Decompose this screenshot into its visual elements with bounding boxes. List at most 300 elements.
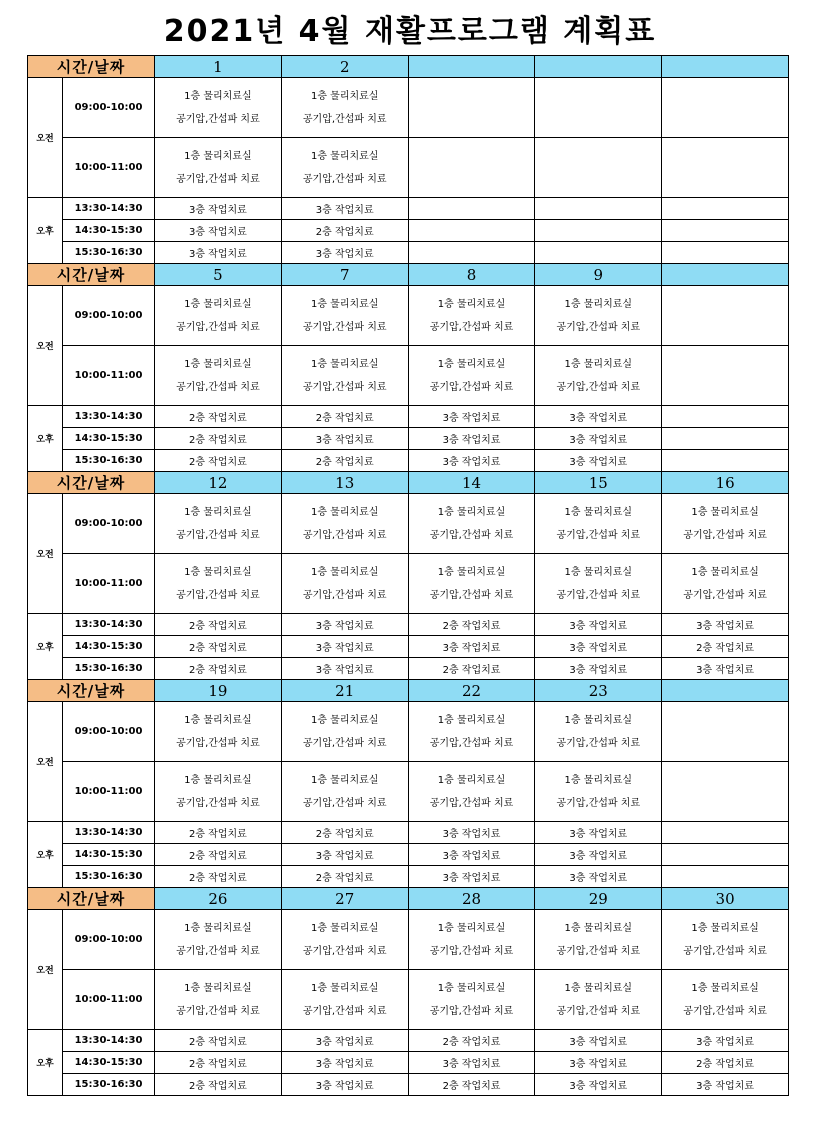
activity-cell: 3층 작업치료	[408, 844, 535, 866]
am-activity	[155, 561, 281, 607]
activity-cell	[662, 910, 789, 970]
activity-cell: 2층 작업치료	[155, 636, 282, 658]
activity-location: 1층 물리치료실	[564, 922, 633, 934]
date-cell: 21	[281, 680, 408, 702]
date-cell	[535, 56, 662, 78]
activity-location: 1층 물리치료실	[184, 982, 252, 994]
activity-cell: 2층 작업치료	[662, 636, 789, 658]
pm-row	[28, 242, 789, 264]
date-cell: 1	[155, 56, 282, 78]
activity-therapy: 공기압,간섭파 치료	[176, 945, 260, 957]
period-am-label: 오전	[28, 286, 63, 406]
activity-cell	[155, 554, 282, 614]
activity-cell: 3층 작업치료	[408, 866, 535, 888]
activity-cell: 2층 작업치료	[662, 1052, 789, 1074]
activity-cell: 3층 작업치료	[281, 636, 408, 658]
period-am-label: 오전	[28, 78, 63, 198]
activity-cell	[408, 910, 535, 970]
activity-cell	[535, 242, 662, 264]
am-activity	[282, 977, 408, 1023]
activity-cell: 2층 작업치료	[281, 866, 408, 888]
time-slot: 09:00-10:00	[63, 78, 155, 138]
activity-cell	[662, 406, 789, 428]
activity-cell	[281, 138, 408, 198]
activity-location: 1층 물리치료실	[184, 506, 252, 518]
time-slot: 15:30-16:30	[63, 450, 155, 472]
date-cell: 16	[662, 472, 789, 494]
activity-location: 1층 물리치료실	[437, 566, 506, 578]
activity-cell	[662, 494, 789, 554]
date-cell: 28	[408, 888, 535, 910]
am-activity	[282, 293, 408, 339]
am-row	[28, 554, 789, 614]
activity-cell	[408, 762, 535, 822]
activity-therapy: 공기압,간섭파 치료	[302, 945, 387, 957]
activity-therapy: 공기압,간섭파 치료	[176, 737, 260, 749]
activity-cell	[662, 346, 789, 406]
activity-cell	[535, 970, 662, 1030]
activity-cell: 2층 작업치료	[155, 844, 282, 866]
pm-row	[28, 406, 789, 428]
time-slot: 15:30-16:30	[63, 658, 155, 680]
date-cell: 22	[408, 680, 535, 702]
activity-cell: 3층 작업치료	[281, 428, 408, 450]
am-row	[28, 78, 789, 138]
activity-cell: 3층 작업치료	[408, 1052, 535, 1074]
activity-cell: 3층 작업치료	[281, 614, 408, 636]
activity-therapy: 공기압,간섭파 치료	[176, 113, 260, 125]
week-header-row	[28, 472, 789, 494]
activity-cell	[155, 702, 282, 762]
am-activity	[409, 561, 535, 607]
activity-cell	[535, 346, 662, 406]
activity-cell: 2층 작업치료	[155, 614, 282, 636]
activity-therapy: 공기압,간섭파 치료	[429, 945, 514, 957]
activity-location: 1층 물리치료실	[184, 358, 252, 370]
activity-cell	[281, 910, 408, 970]
am-activity	[409, 293, 535, 339]
activity-cell	[155, 970, 282, 1030]
activity-cell	[155, 346, 282, 406]
activity-location: 1층 물리치료실	[437, 714, 506, 726]
am-activity	[662, 977, 788, 1023]
activity-cell: 3층 작업치료	[281, 658, 408, 680]
date-cell: 30	[662, 888, 789, 910]
time-slot: 15:30-16:30	[63, 1074, 155, 1096]
date-cell	[662, 680, 789, 702]
activity-cell: 2층 작업치료	[155, 1052, 282, 1074]
am-activity	[409, 709, 535, 755]
am-activity	[155, 769, 281, 815]
activity-cell	[662, 702, 789, 762]
activity-cell	[408, 286, 535, 346]
time-slot: 14:30-15:30	[63, 844, 155, 866]
activity-cell	[535, 138, 662, 198]
date-cell: 23	[535, 680, 662, 702]
activity-cell: 3층 작업치료	[281, 198, 408, 220]
activity-cell: 2층 작업치료	[408, 1074, 535, 1096]
activity-cell	[281, 554, 408, 614]
activity-location: 1층 물리치료실	[310, 774, 379, 786]
activity-cell: 3층 작업치료	[535, 866, 662, 888]
time-slot: 15:30-16:30	[63, 866, 155, 888]
activity-location: 1층 물리치료실	[310, 150, 379, 162]
time-slot: 10:00-11:00	[63, 970, 155, 1030]
activity-therapy: 공기압,간섭파 치료	[176, 529, 260, 541]
activity-location: 1층 물리치료실	[437, 506, 506, 518]
am-activity	[535, 501, 661, 547]
period-am-label: 오전	[28, 494, 63, 614]
activity-cell	[662, 220, 789, 242]
time-slot: 10:00-11:00	[63, 138, 155, 198]
activity-cell: 2층 작업치료	[281, 450, 408, 472]
activity-cell	[535, 554, 662, 614]
page-title: 2021년 4월 재활프로그램 계획표	[163, 14, 657, 49]
am-activity	[409, 353, 535, 399]
activity-therapy: 공기압,간섭파 치료	[176, 1005, 260, 1017]
activity-cell	[535, 702, 662, 762]
activity-cell: 3층 작업치료	[535, 428, 662, 450]
activity-cell: 3층 작업치료	[281, 1052, 408, 1074]
activity-cell	[535, 78, 662, 138]
time-slot: 09:00-10:00	[63, 910, 155, 970]
date-cell: 2	[281, 56, 408, 78]
activity-cell	[408, 702, 535, 762]
pm-row	[28, 614, 789, 636]
am-activity	[535, 977, 661, 1023]
activity-therapy: 공기압,간섭파 치료	[302, 113, 387, 125]
activity-location: 1층 물리치료실	[564, 714, 633, 726]
activity-location: 1층 물리치료실	[691, 506, 759, 518]
period-am-label: 오전	[28, 910, 63, 1030]
activity-cell	[155, 494, 282, 554]
am-activity	[409, 769, 535, 815]
week-header-row	[28, 264, 789, 286]
time-slot: 10:00-11:00	[63, 762, 155, 822]
activity-cell: 2층 작업치료	[155, 428, 282, 450]
activity-therapy: 공기압,간섭파 치료	[556, 945, 641, 957]
activity-cell: 2층 작업치료	[155, 658, 282, 680]
activity-cell	[535, 910, 662, 970]
activity-cell: 3층 작업치료	[155, 220, 282, 242]
activity-cell: 2층 작업치료	[155, 406, 282, 428]
activity-cell	[535, 198, 662, 220]
am-activity	[535, 561, 661, 607]
activity-cell: 3층 작업치료	[281, 1030, 408, 1052]
am-row	[28, 286, 789, 346]
activity-cell: 3층 작업치료	[535, 1030, 662, 1052]
pm-row	[28, 844, 789, 866]
date-cell: 14	[408, 472, 535, 494]
time-slot: 10:00-11:00	[63, 346, 155, 406]
activity-location: 1층 물리치료실	[564, 506, 633, 518]
activity-cell	[662, 428, 789, 450]
am-row	[28, 702, 789, 762]
am-activity	[535, 293, 661, 339]
time-slot: 13:30-14:30	[63, 406, 155, 428]
activity-cell: 3층 작업치료	[408, 450, 535, 472]
activity-cell	[408, 242, 535, 264]
activity-cell	[662, 286, 789, 346]
activity-cell: 2층 작업치료	[155, 1030, 282, 1052]
activity-cell: 3층 작업치료	[535, 1052, 662, 1074]
activity-location: 1층 물리치료실	[437, 922, 506, 934]
period-pm-label: 오후	[28, 1030, 63, 1096]
activity-location: 1층 물리치료실	[564, 358, 633, 370]
activity-therapy: 공기압,간섭파 치료	[302, 1005, 387, 1017]
week-header-row	[28, 56, 789, 78]
activity-therapy: 공기압,간섭파 치료	[429, 321, 514, 333]
activity-cell	[155, 910, 282, 970]
activity-location: 1층 물리치료실	[691, 922, 759, 934]
activity-location: 1층 물리치료실	[691, 982, 759, 994]
pm-row	[28, 198, 789, 220]
am-activity	[155, 977, 281, 1023]
am-activity	[282, 85, 408, 131]
time-slot: 09:00-10:00	[63, 286, 155, 346]
activity-location: 1층 물리치료실	[184, 90, 252, 102]
activity-cell: 3층 작업치료	[535, 450, 662, 472]
activity-cell	[662, 822, 789, 844]
activity-cell: 3층 작업치료	[281, 242, 408, 264]
time-slot: 10:00-11:00	[63, 554, 155, 614]
time-slot: 09:00-10:00	[63, 494, 155, 554]
activity-cell	[408, 198, 535, 220]
am-row	[28, 762, 789, 822]
activity-therapy: 공기압,간섭파 치료	[429, 797, 514, 809]
time-slot: 14:30-15:30	[63, 220, 155, 242]
activity-location: 1층 물리치료실	[184, 566, 252, 578]
activity-cell: 3층 작업치료	[535, 1074, 662, 1096]
activity-cell	[408, 220, 535, 242]
activity-cell	[662, 78, 789, 138]
am-activity	[662, 917, 788, 963]
activity-cell: 3층 작업치료	[408, 822, 535, 844]
activity-location: 1층 물리치료실	[691, 566, 759, 578]
activity-cell: 3층 작업치료	[535, 658, 662, 680]
activity-location: 1층 물리치료실	[310, 298, 379, 310]
activity-cell	[662, 450, 789, 472]
am-activity	[409, 917, 535, 963]
am-activity	[155, 501, 281, 547]
activity-therapy: 공기압,간섭파 치료	[556, 381, 641, 393]
activity-cell	[155, 286, 282, 346]
activity-therapy: 공기압,간섭파 치료	[302, 321, 387, 333]
activity-therapy: 공기압,간섭파 치료	[556, 529, 641, 541]
time-slot: 09:00-10:00	[63, 702, 155, 762]
activity-cell: 3층 작업치료	[535, 844, 662, 866]
activity-therapy: 공기압,간섭파 치료	[302, 737, 387, 749]
activity-cell: 2층 작업치료	[155, 822, 282, 844]
activity-therapy: 공기압,간섭파 치료	[302, 381, 387, 393]
activity-location: 1층 물리치료실	[184, 298, 252, 310]
activity-cell	[408, 78, 535, 138]
activity-therapy: 공기압,간섭파 치료	[556, 321, 641, 333]
am-activity	[282, 769, 408, 815]
date-cell	[662, 56, 789, 78]
activity-cell	[662, 138, 789, 198]
activity-therapy: 공기압,간섭파 치료	[176, 173, 260, 185]
time-slot: 13:30-14:30	[63, 1030, 155, 1052]
activity-location: 1층 물리치료실	[437, 982, 506, 994]
am-activity	[155, 145, 281, 191]
corner-label: 시간/날짜	[28, 680, 155, 702]
time-slot: 13:30-14:30	[63, 198, 155, 220]
activity-cell	[281, 346, 408, 406]
am-row	[28, 910, 789, 970]
am-activity	[662, 501, 788, 547]
activity-therapy: 공기압,간섭파 치료	[556, 589, 641, 601]
pm-row	[28, 1052, 789, 1074]
activity-location: 1층 물리치료실	[184, 714, 252, 726]
activity-therapy: 공기압,간섭파 치료	[302, 173, 387, 185]
activity-therapy: 공기압,간섭파 치료	[176, 797, 260, 809]
corner-label: 시간/날짜	[28, 472, 155, 494]
activity-cell: 3층 작업치료	[535, 614, 662, 636]
activity-location: 1층 물리치료실	[310, 922, 379, 934]
activity-therapy: 공기압,간섭파 치료	[429, 529, 514, 541]
activity-therapy: 공기압,간섭파 치료	[429, 1005, 514, 1017]
activity-therapy: 공기압,간섭파 치료	[683, 589, 767, 601]
corner-label: 시간/날짜	[28, 56, 155, 78]
activity-cell	[662, 762, 789, 822]
activity-therapy: 공기압,간섭파 치료	[176, 321, 260, 333]
am-activity	[535, 769, 661, 815]
activity-therapy: 공기압,간섭파 치료	[683, 529, 767, 541]
activity-therapy: 공기압,간섭파 치료	[302, 589, 387, 601]
pm-row	[28, 658, 789, 680]
activity-therapy: 공기압,간섭파 치료	[556, 1005, 641, 1017]
time-slot: 13:30-14:30	[63, 822, 155, 844]
activity-cell	[535, 220, 662, 242]
period-pm-label: 오후	[28, 822, 63, 888]
activity-cell	[408, 494, 535, 554]
am-activity	[535, 917, 661, 963]
activity-cell	[535, 762, 662, 822]
activity-cell	[281, 286, 408, 346]
period-am-label: 오전	[28, 702, 63, 822]
am-activity	[155, 353, 281, 399]
am-activity	[155, 709, 281, 755]
activity-cell: 3층 작업치료	[408, 428, 535, 450]
activity-location: 1층 물리치료실	[564, 566, 633, 578]
activity-cell: 3층 작업치료	[535, 636, 662, 658]
am-activity	[282, 501, 408, 547]
activity-therapy: 공기압,간섭파 치료	[429, 737, 514, 749]
date-cell: 27	[281, 888, 408, 910]
activity-cell	[662, 242, 789, 264]
activity-therapy: 공기압,간섭파 치료	[302, 797, 387, 809]
am-activity	[282, 709, 408, 755]
activity-cell	[662, 970, 789, 1030]
date-cell: 19	[155, 680, 282, 702]
am-activity	[155, 293, 281, 339]
activity-location: 1층 물리치료실	[310, 358, 379, 370]
date-cell: 29	[535, 888, 662, 910]
activity-cell	[408, 554, 535, 614]
activity-cell: 3층 작업치료	[155, 198, 282, 220]
activity-therapy: 공기압,간섭파 치료	[429, 589, 514, 601]
activity-cell	[408, 970, 535, 1030]
week-header-row	[28, 888, 789, 910]
schedule-table	[27, 55, 789, 1096]
pm-row	[28, 866, 789, 888]
activity-cell: 2층 작업치료	[155, 866, 282, 888]
date-cell: 5	[155, 264, 282, 286]
activity-location: 1층 물리치료실	[310, 982, 379, 994]
am-activity	[282, 917, 408, 963]
activity-location: 1층 물리치료실	[184, 150, 252, 162]
pm-row	[28, 450, 789, 472]
am-activity	[409, 501, 535, 547]
activity-cell	[281, 762, 408, 822]
activity-cell: 2층 작업치료	[155, 450, 282, 472]
activity-location: 1층 물리치료실	[564, 298, 633, 310]
am-row	[28, 346, 789, 406]
am-activity	[535, 353, 661, 399]
activity-cell: 3층 작업치료	[662, 614, 789, 636]
activity-cell: 3층 작업치료	[408, 406, 535, 428]
pm-row	[28, 220, 789, 242]
activity-cell: 3층 작업치료	[281, 844, 408, 866]
activity-therapy: 공기압,간섭파 치료	[302, 529, 387, 541]
date-cell: 12	[155, 472, 282, 494]
activity-location: 1층 물리치료실	[310, 90, 379, 102]
date-cell: 15	[535, 472, 662, 494]
activity-location: 1층 물리치료실	[310, 714, 379, 726]
activity-cell	[155, 78, 282, 138]
activity-cell: 2층 작업치료	[408, 1030, 535, 1052]
activity-location: 1층 물리치료실	[310, 506, 379, 518]
activity-cell	[662, 866, 789, 888]
activity-therapy: 공기압,간섭파 치료	[556, 797, 641, 809]
activity-location: 1층 물리치료실	[437, 358, 506, 370]
time-slot: 14:30-15:30	[63, 428, 155, 450]
activity-location: 1층 물리치료실	[310, 566, 379, 578]
pm-row	[28, 636, 789, 658]
activity-location: 1층 물리치료실	[437, 774, 506, 786]
activity-cell: 2층 작업치료	[281, 220, 408, 242]
week-header-row	[28, 680, 789, 702]
activity-cell: 3층 작업치료	[408, 636, 535, 658]
activity-cell	[662, 198, 789, 220]
corner-label: 시간/날짜	[28, 888, 155, 910]
activity-cell	[281, 702, 408, 762]
am-activity	[282, 145, 408, 191]
activity-therapy: 공기압,간섭파 치료	[176, 381, 260, 393]
activity-cell	[662, 554, 789, 614]
activity-cell	[662, 844, 789, 866]
am-activity	[409, 977, 535, 1023]
date-cell: 9	[535, 264, 662, 286]
activity-cell	[155, 138, 282, 198]
activity-location: 1층 물리치료실	[184, 774, 252, 786]
activity-cell	[155, 762, 282, 822]
activity-cell: 2층 작업치료	[155, 1074, 282, 1096]
activity-therapy: 공기압,간섭파 치료	[683, 1005, 767, 1017]
pm-row	[28, 1030, 789, 1052]
pm-row	[28, 1074, 789, 1096]
am-row	[28, 494, 789, 554]
activity-cell: 3층 작업치료	[155, 242, 282, 264]
period-pm-label: 오후	[28, 198, 63, 264]
corner-label: 시간/날짜	[28, 264, 155, 286]
activity-location: 1층 물리치료실	[437, 298, 506, 310]
activity-cell	[535, 494, 662, 554]
activity-cell	[281, 78, 408, 138]
time-slot: 14:30-15:30	[63, 636, 155, 658]
am-row	[28, 138, 789, 198]
